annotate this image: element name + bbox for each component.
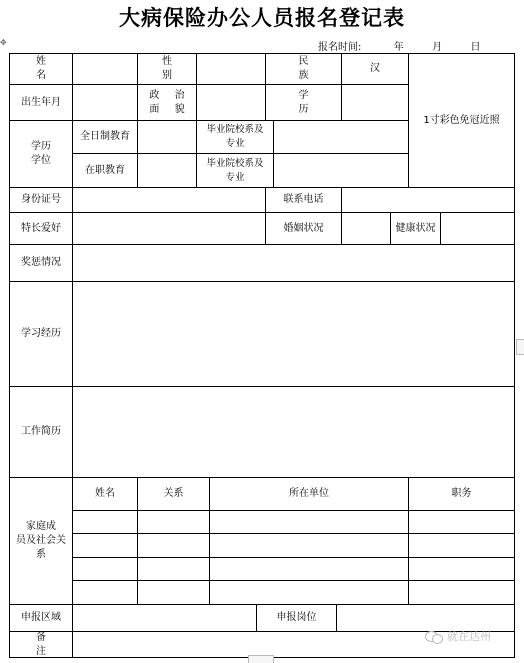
id-number-field[interactable] [72,187,266,213]
on-job-education-label: 在职教育 [85,164,125,176]
work-history-label: 工作简历 [21,426,61,437]
full-time-education-label: 全日制教育 [80,131,130,142]
remarks-label: 备 注 [36,631,60,657]
name-label: 姓 名 [36,56,60,81]
study-history-field[interactable] [72,281,515,387]
birth-date-label: 出生年月 [21,96,61,108]
form-title: 大病保险办公人员报名登记表 [119,6,405,30]
ethnicity-label: 民 族 [298,56,323,81]
phone-label: 联系电话 [283,194,324,205]
gender-label: 性 别 [162,56,186,81]
degree-label: 学历 学位 [31,141,51,166]
apply-region-label: 申报区域 [21,612,61,623]
birth-date-field[interactable] [72,84,138,121]
registration-time-label: 报名时间: [318,42,362,53]
health-status-field[interactable] [440,212,515,245]
full-time-education-field[interactable] [137,120,197,154]
family-name-header: 姓名 [95,488,115,499]
day-label: 日 [470,42,481,53]
wechat-icon [425,629,443,643]
family-label: 家庭成 员及社会关 系 [16,521,66,560]
awards-field[interactable] [72,244,515,282]
work-history-field[interactable] [72,386,515,478]
apply-region-field[interactable] [72,604,257,632]
scroll-handle[interactable] [516,339,524,355]
marital-status-label: 婚姻状况 [283,222,324,234]
watermark [425,628,491,644]
watermark-text: 就在达州 [447,630,491,643]
id-number-label: 身份证号 [21,194,61,205]
family-row[interactable] [72,510,515,534]
awards-label: 奖惩情况 [21,257,61,268]
family-relation-header: 关系 [163,488,184,499]
family-row[interactable] [72,580,515,605]
year-label: 年 [393,42,404,53]
name-field[interactable] [72,53,138,85]
family-workplace-header: 所在单位 [289,488,329,499]
phone-field[interactable] [341,187,515,213]
on-job-school-field[interactable] [273,153,409,188]
registration-time-line [318,38,481,53]
hobbies-label: 特长爱好 [21,222,61,234]
education-field[interactable] [341,84,409,121]
family-row[interactable] [72,557,515,581]
full-time-school-label: 毕业院校系及 专业 [206,124,264,149]
full-time-school-field[interactable] [273,120,409,154]
political-status-field[interactable] [196,84,266,121]
on-job-education-field[interactable] [137,153,197,188]
health-status-label: 健康状况 [395,222,436,234]
family-position-header: 职务 [451,488,472,499]
marital-status-field[interactable] [341,212,391,245]
photo-placeholder: 1寸彩色免冠近照 [423,114,500,126]
ethnicity-value[interactable]: 汉 [370,63,380,74]
apply-position-label: 申报岗位 [276,612,317,623]
month-label: 月 [432,42,443,53]
study-history-label: 学习经历 [21,328,61,339]
move-handle-icon[interactable]: ✥ [0,38,7,47]
political-status-label: 政 治 面 貌 [149,89,191,115]
on-job-school-label: 毕业院校系及 专业 [206,157,264,183]
family-row[interactable] [72,533,515,558]
gender-field[interactable] [196,53,266,85]
education-label: 学 历 [298,89,323,115]
hobbies-field[interactable] [72,212,266,245]
